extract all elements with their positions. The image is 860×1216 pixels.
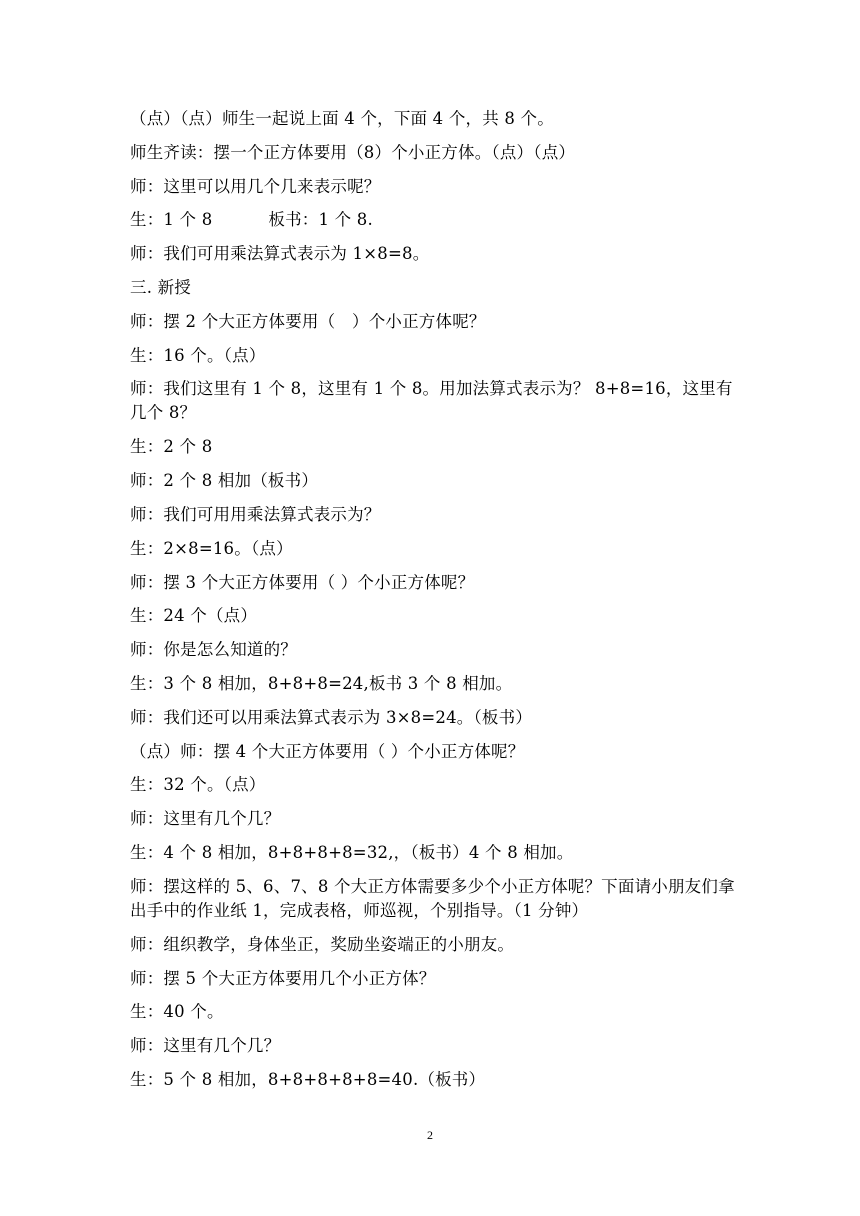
text-paragraph: 师：摆这样的 5、6、7、8 个大正方体需要多少个小正方体呢？下面请小朋友们拿出手中的作业纸 1，完成表格，师巡视，个别指导。（1 分钟） [130, 876, 735, 920]
text-line: 师：这里可以用几个几来表示呢？ [130, 176, 381, 196]
text-line: 师：这里有几个几？ [130, 1036, 281, 1056]
text-line: 师：我们还可以用乘法算式表示为 3×8=24。（板书） [130, 707, 533, 727]
text-line: 生：2×8=16。（点） [130, 538, 293, 558]
text-line: 师：我们可用乘法算式表示为 1×8=8。 [130, 244, 430, 264]
student-answer: 生：1 个 8 [130, 210, 213, 230]
text-line: 师：2 个 8 相加（板书） [130, 471, 319, 491]
text-line: 师：你是怎么知道的？ [130, 640, 297, 660]
text-line: 师：摆 2 个大正方体要用（ ）个小正方体呢？ [130, 311, 486, 331]
text-line: 生：5 个 8 相加，8+8+8+8+8=40.（板书） [130, 1069, 486, 1089]
text-line: 师：组织教学，身体坐正，奖励坐姿端正的小朋友。 [130, 934, 515, 954]
text-line: 生：16 个。（点） [130, 345, 266, 365]
page-number: 2 [427, 1128, 433, 1142]
text-line: 生：32 个。（点） [130, 775, 266, 795]
text-line: 生：24 个（点） [130, 606, 258, 626]
text-line: 师：摆 5 个大正方体要用几个小正方体？ [130, 968, 436, 988]
text-line: 师生齐读：摆一个正方体要用（8）个小正方体。（点）（点） [130, 142, 576, 162]
text-line-with-board-note [130, 203, 740, 237]
text-line: 师：我们可用用乘法算式表示为？ [130, 504, 381, 524]
text-line: （点）师：摆 4 个大正方体要用（ ）个小正方体呢？ [130, 741, 525, 761]
section-heading: 三. 新授 [130, 277, 191, 297]
text-line: 师：这里有几个几？ [130, 809, 281, 829]
text-line: 生：3 个 8 相加，8+8+8=24,板书 3 个 8 相加。 [130, 673, 513, 693]
document-body [130, 102, 740, 1097]
text-line: 生：2 个 8 [130, 437, 213, 457]
text-line: 生：40 个。 [130, 1002, 224, 1022]
text-paragraph: 师：我们这里有 1 个 8，这里有 1 个 8。用加法算式表示为？ 8+8=16，这里有几个 8？ [130, 379, 733, 423]
board-note: 板书：1 个 8. [268, 210, 373, 230]
text-line: 生：4 个 8 相加，8+8+8+8=32,，（板书）4 个 8 相加。 [130, 842, 574, 862]
text-line: （点）（点）师生一起说上面 4 个，下面 4 个，共 8 个。 [130, 109, 554, 128]
text-line: 师：摆 3 个大正方体要用（ ）个小正方体呢？ [130, 572, 475, 592]
